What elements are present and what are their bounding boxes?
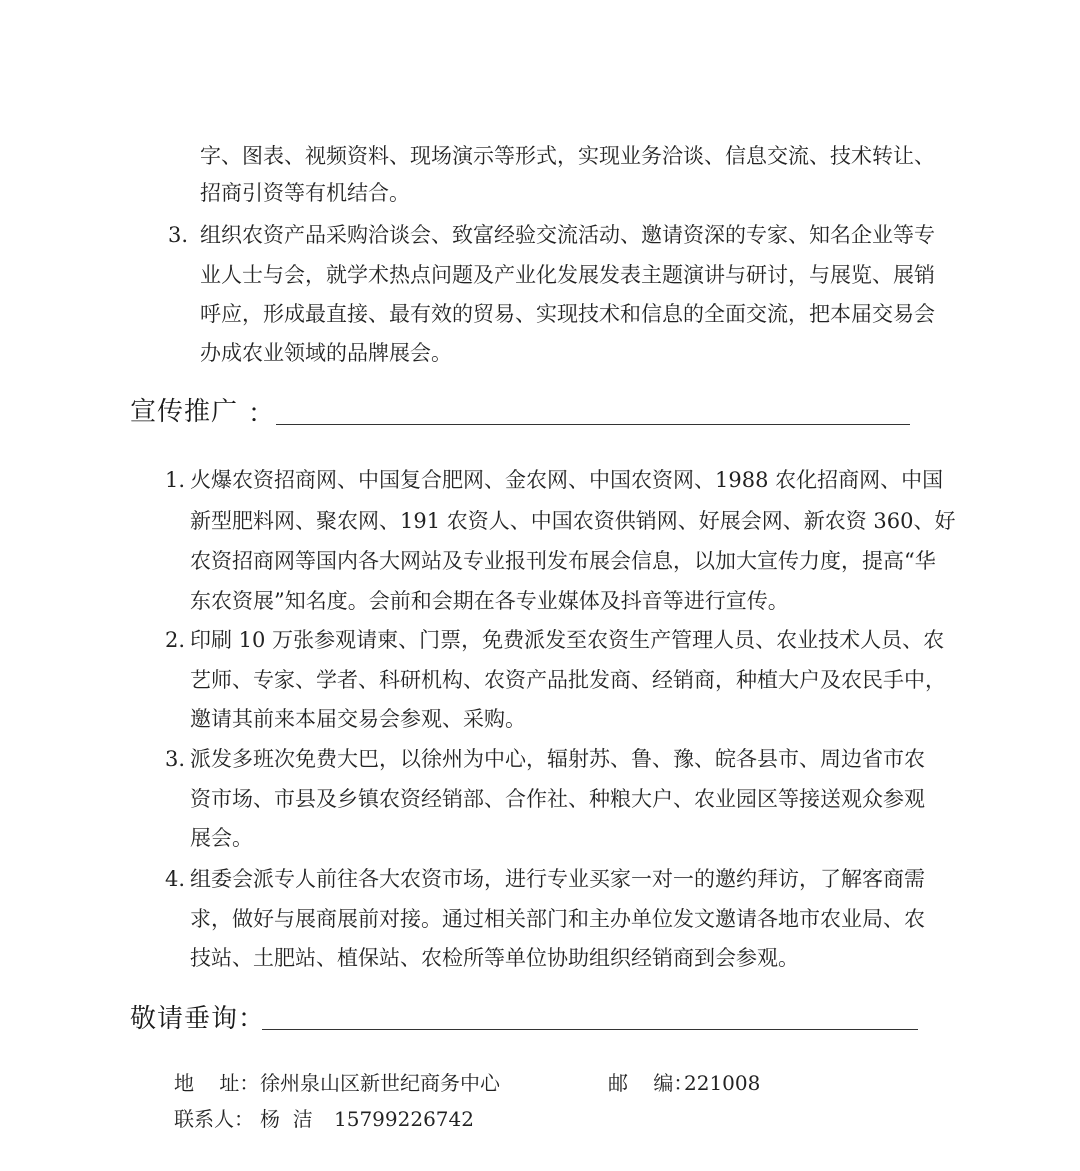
address-value: 徐州泉山区新世纪商务中心 xyxy=(260,1071,500,1095)
promo-title-colon: ： xyxy=(248,399,275,429)
postcode-label: 邮 编： xyxy=(608,1071,694,1095)
promo-item-3-line-3: 展会。 xyxy=(190,826,253,850)
promo-item-2-number: 2. xyxy=(165,628,186,652)
promo-item-1-line-2: 新型肥料网、聚农网、191 农资人、中国农资供销网、好展会网、新农资 360、好 xyxy=(190,509,956,533)
item-3-line-3: 呼应，形成最直接、最有效的贸易、实现技术和信息的全面交流，把本届交易会 xyxy=(200,302,935,326)
promo-title-underline xyxy=(276,424,910,425)
postcode-value: 221008 xyxy=(684,1071,761,1095)
intro-line-2: 招商引资等有机结合。 xyxy=(200,181,410,205)
promo-item-2-line-2: 艺师、专家、学者、科研机构、农资产品批发商、经销商，种植大户及农民手中， xyxy=(190,668,946,692)
address-label: 地 址： xyxy=(174,1071,260,1095)
promo-item-2-line-3: 邀请其前来本届交易会参观、采购。 xyxy=(190,707,526,731)
promo-item-4-line-3: 技站、土肥站、植保站、农检所等单位协助组织经销商到会参观。 xyxy=(190,946,799,970)
item-3-line-2: 业人士与会，就学术热点问题及产业化发展发表主题演讲与研讨，与展览、展销 xyxy=(200,263,935,287)
promo-item-1-line-4: 东农资展”知名度。会前和会期在各专业媒体及抖音等进行宣传。 xyxy=(190,589,789,613)
contact-phone: 15799226742 xyxy=(334,1107,474,1131)
item-3-line-4: 办成农业领域的品牌展会。 xyxy=(200,341,452,365)
intro-line-1: 字、图表、视频资料、现场演示等形式，实现业务洽谈、信息交流、技术转让、 xyxy=(200,144,935,168)
promo-item-3-number: 3. xyxy=(165,747,186,771)
promo-item-4-line-2: 求，做好与展商展前对接。通过相关部门和主办单位发文邀请各地市农业局、农 xyxy=(190,907,925,931)
contact-title-underline xyxy=(262,1029,918,1030)
contact-label: 联系人： xyxy=(174,1107,254,1131)
item-3-line-1: 组织农资产品采购洽谈会、致富经验交流活动、邀请资深的专家、知名企业等专 xyxy=(200,223,935,247)
promo-item-2-line-1: 印刷 10 万张参观请柬、门票，免费派发至农资生产管理人员、农业技术人员、农 xyxy=(190,628,945,652)
promo-item-4-line-1: 组委会派专人前往各大农资市场，进行专业买家一对一的邀约拜访，了解客商需 xyxy=(190,867,925,891)
contact-name: 杨 洁 xyxy=(260,1107,313,1131)
contact-section-title: 敬请垂询： xyxy=(130,1004,266,1034)
promo-section-title: 宣传推广 xyxy=(130,397,239,427)
promo-item-4-number: 4. xyxy=(165,867,186,891)
item-3-number: 3. xyxy=(168,223,189,247)
promo-item-3-line-1: 派发多班次免费大巴，以徐州为中心，辐射苏、鲁、豫、皖各县市、周边省市农 xyxy=(190,747,925,771)
promo-item-1-line-3: 农资招商网等国内各大网站及专业报刊发布展会信息，以加大宣传力度，提高“华 xyxy=(190,549,936,573)
promo-item-1-number: 1. xyxy=(165,468,186,492)
promo-item-3-line-2: 资市场、市县及乡镇农资经销部、合作社、种粮大户、农业园区等接送观众参观 xyxy=(190,787,925,811)
promo-item-1-line-1: 火爆农资招商网、中国复合肥网、金农网、中国农资网、1988 农化招商网、中国 xyxy=(190,468,944,492)
